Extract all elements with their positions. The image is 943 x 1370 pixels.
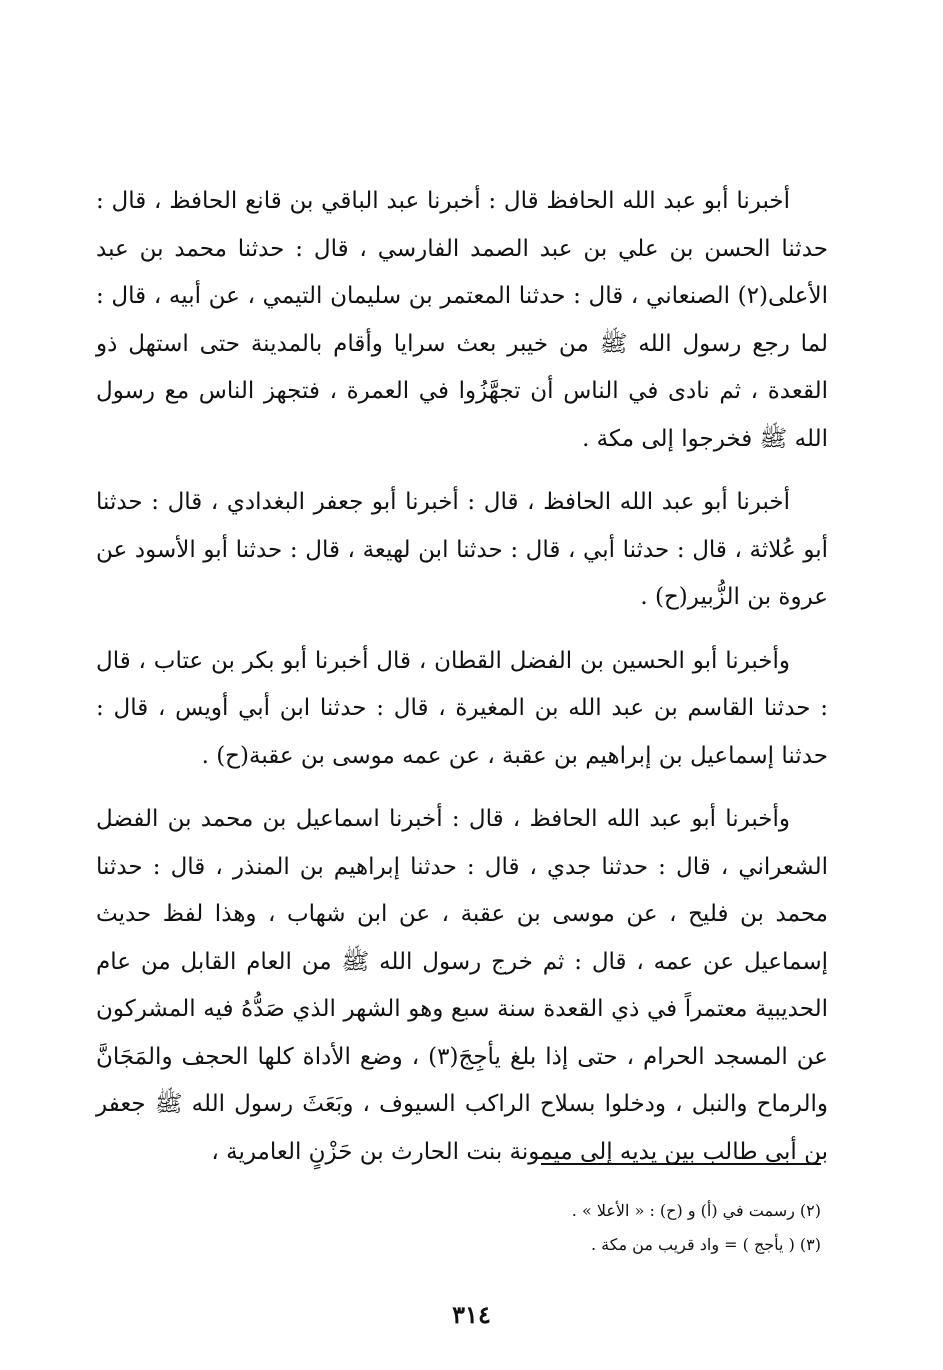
footnote-separator [541, 1163, 821, 1165]
footnotes [321, 1194, 821, 1262]
main-text [96, 178, 828, 1176]
paragraph-4: وأخبرنا أبو عبد الله الحافظ ، قال : أخبرنا اسماعيل بن محمد بن الفضل الشعراني ، قال : حدثنا جدي ، قال : حدثنا إبراهيم بن المنذر ، قال : حدثنا محمد بن فليح ، عن موسى بن عقبة ، عن ابن شهاب ، وهذا لفظ حديث إسماعيل عن عمه ، قال : ثم خرج رسول الله ﷺ من العام القابل من عام الحديبية معتمراً في ذي القعدة سنة سبع وهو الشهر الذي صَدُّهُ فيه المشركون عن المسجد الحرام ، حتى إذا بلغ يأجِجَ(٣) ، وضع الأداة كلها الحجف والمَجَانَّ والرماح والنبل ، ودخلوا بسلاح الراكب السيوف ، وبَعَثَ رسول الله ﷺ جعفر بن أبي طالب بين يديه إلى ميمونة بنت الحارث بن حَزْنٍ العامرية ، [96, 806, 828, 1165]
page-number: ٣١٤ [452, 1300, 491, 1329]
paragraph-1: أخبرنا أبو عبد الله الحافظ قال : أخبرنا عبد الباقي بن قانع الحافظ ، قال : حدثنا الحسن بن علي بن عبد الصمد الفارسي ، قال : حدثنا محمد بن عبد الأعلى(٢) الصنعاني ، قال : حدثنا المعتمر بن سليمان التيمي ، عن أبيه ، قال : لما رجع رسول الله ﷺ من خيبر بعث سرايا وأقام بالمدينة حتى استهل ذو القعدة ، ثم نادى في الناس أن تجهَّزُوا في العمرة ، فتجهز الناس مع رسول الله ﷺ فخرجوا إلى مكة . [96, 188, 828, 452]
paragraph-2: أخبرنا أبو عبد الله الحافظ ، قال : أخبرنا أبو جعفر البغدادي ، قال : حدثنا أبو عُلاثة ، قال : حدثنا أبي ، قال : حدثنا ابن لهيعة ، قال : حدثنا أبو الأسود عن عروة بن الزُّبير(ح) . [96, 489, 828, 610]
footnote-3: (٣) ( يأجج ) = واد قريب من مكة . [590, 1235, 821, 1254]
footnote-2: (٢) رسمت في (أ) و (ح) : « الأعلا » . [571, 1201, 821, 1220]
paragraph-3: وأخبرنا أبو الحسين بن الفضل القطان ، قال أخبرنا أبو بكر بن عتاب ، قال : حدثنا القاسم بن عبد الله بن المغيرة ، قال : حدثنا ابن أبي أويس ، قال : حدثنا إسماعيل بن إبراهيم بن عقبة ، عن عمه موسى بن عقبة(ح) . [96, 647, 828, 769]
